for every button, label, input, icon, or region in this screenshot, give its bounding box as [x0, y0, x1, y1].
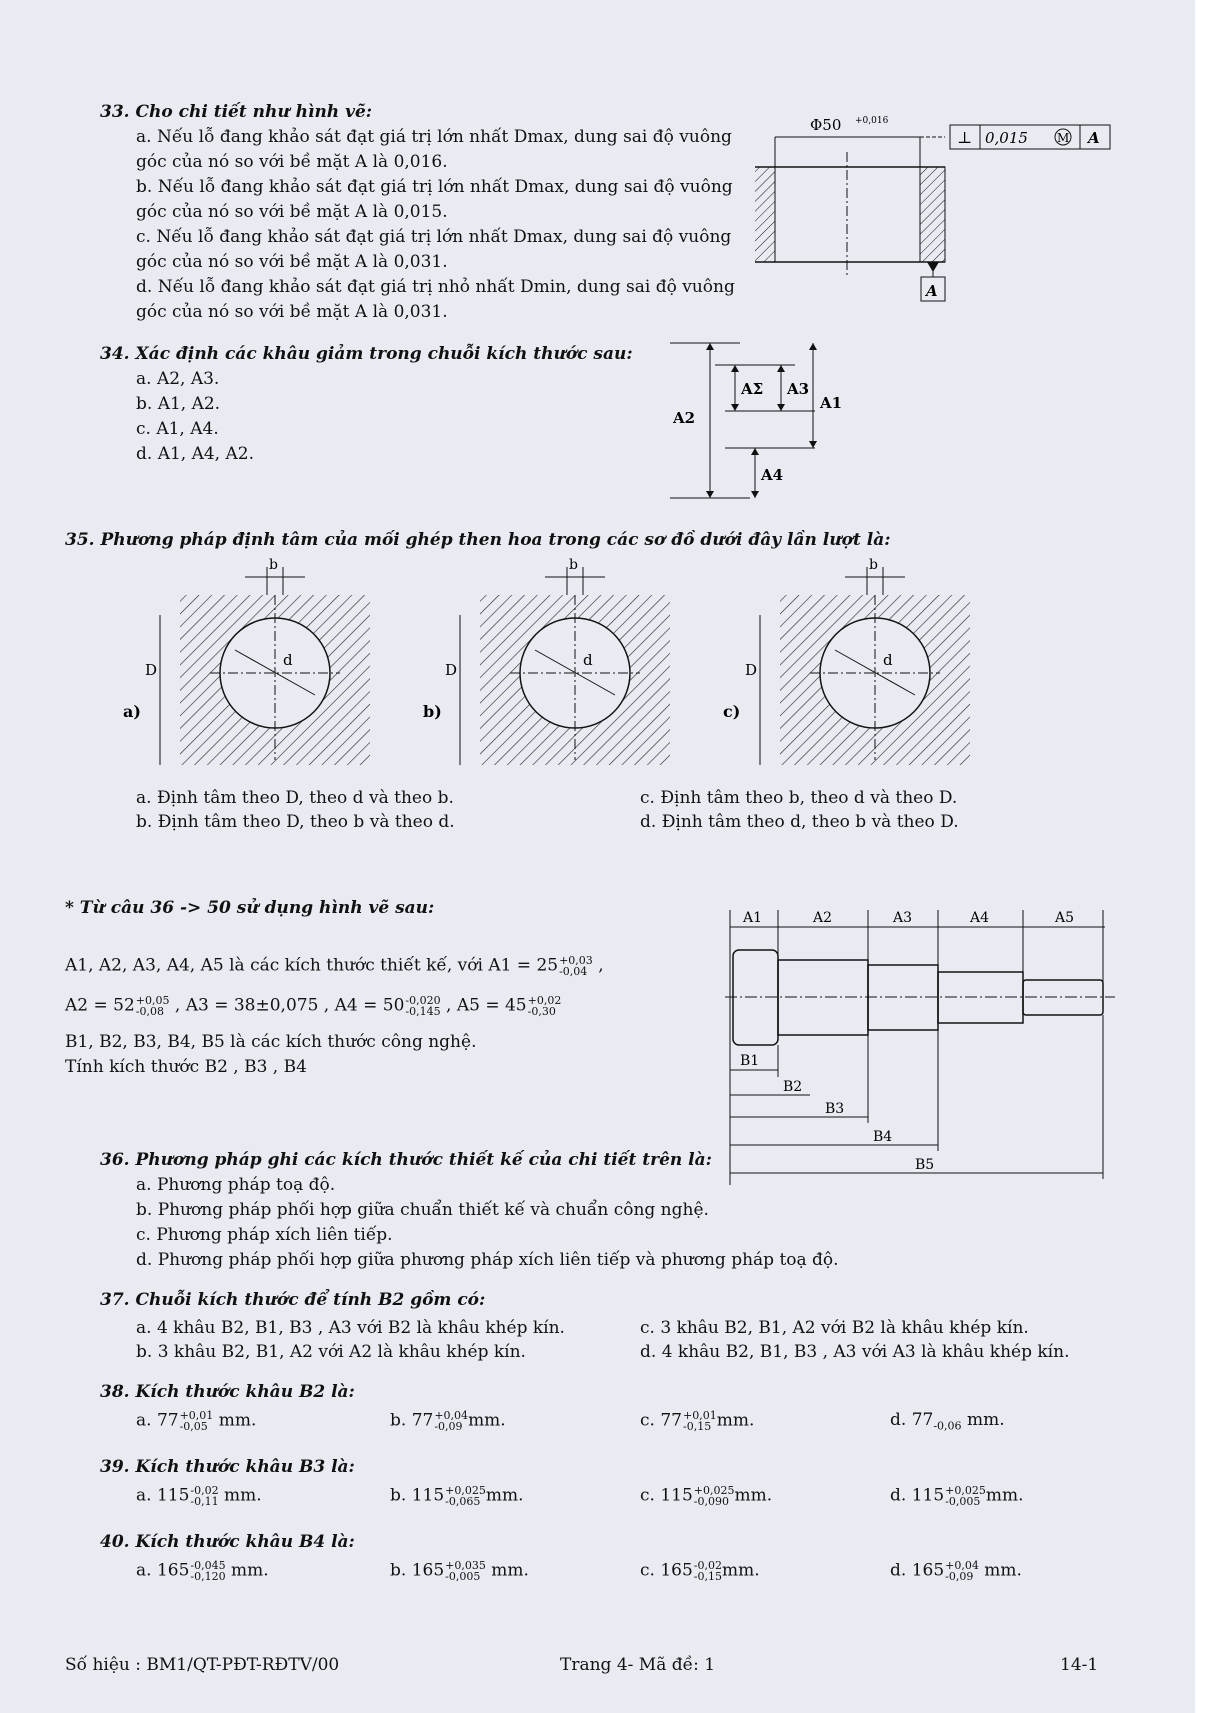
a5-text: , A5 = 45 [446, 995, 527, 1016]
opt-value: 77 [911, 1410, 934, 1430]
spline-diagram-b [423, 557, 670, 765]
opt-value: 165 [411, 1560, 445, 1581]
opt-upper: +0,025 [445, 1484, 486, 1497]
q34-label-a3: A3 [787, 380, 810, 398]
opt-value: 165 [156, 1560, 190, 1581]
shaft-label-b5: B5 [915, 1157, 935, 1173]
opt-key: c. [640, 1485, 655, 1506]
spline-label-a: a) [123, 702, 141, 721]
q34-option-c: c. A1, A4. [136, 419, 219, 439]
opt-unit: mm. [485, 1485, 524, 1506]
q34-dimension-chain-figure [665, 338, 880, 513]
question-38-title: 38. Kích thước khâu B2 là: [100, 1382, 355, 1402]
opt-upper: -0,02 [693, 1559, 723, 1572]
opt-value: 115 [911, 1485, 945, 1506]
spline-label-D: D [745, 661, 758, 679]
q33-figure [755, 112, 1115, 337]
question-35-title: 35. Phương pháp định tâm của mối ghép then hoa trong các sơ đồ dưới đây lần lượt là: [65, 530, 891, 550]
common-line-1-text: A1, A2, A3, A4, A5 là các kích thước thiết kế, với A1 = 25 [65, 955, 559, 976]
page-edge [1195, 0, 1231, 1713]
opt-upper: +0,01 [682, 1409, 717, 1422]
q40-option-d [890, 1560, 1022, 1582]
spline-label-d: d [283, 651, 293, 669]
common-line-2 [65, 995, 561, 1017]
question-37-title: 37. Chuỗi kích thước để tính B2 gồm có: [100, 1290, 486, 1310]
opt-tolerance [945, 1485, 986, 1507]
opt-key: b. [390, 1410, 407, 1431]
q37-option-d: d. 4 khâu B2, B1, B3 , A3 với A3 là khâu khép kín. [640, 1342, 1070, 1362]
opt-lower: -0,005 [445, 1570, 481, 1583]
q33-tolerance-frame [950, 125, 1110, 149]
opt-unit: mm. [231, 1560, 269, 1581]
opt-lower: -0,005 [945, 1495, 981, 1508]
opt-upper: +0,04 [945, 1559, 979, 1572]
footer-code: 14-1 [1060, 1655, 1099, 1675]
opt-lower: -0,15 [682, 1420, 712, 1433]
q37-option-b: b. 3 khâu B2, B1, A2 với A2 là khâu khép kín. [136, 1342, 526, 1362]
spline-label-d: d [883, 651, 893, 669]
question-36-title: 36. Phương pháp ghi các kích thước thiết kế của chi tiết trên là: [100, 1150, 712, 1170]
opt-upper: +0,01 [179, 1409, 214, 1422]
q33-wall-left [755, 167, 775, 262]
common-line-4: Tính kích thước B2 , B3 , B4 [65, 1057, 307, 1077]
shaft-label-b2: B2 [783, 1079, 803, 1095]
opt-tolerance [445, 1485, 486, 1507]
q37-option-a: a. 4 khâu B2, B1, B3 , A3 với B2 là khâu khép kín. [136, 1318, 565, 1338]
question-34-title: 34. Xác định các khâu giảm trong chuỗi kích thước sau: [100, 344, 633, 364]
opt-lower: -0,09 [434, 1420, 463, 1433]
question-33-title: 33. Cho chi tiết như hình vẽ: [100, 102, 373, 122]
q34-label-a2: A2 [673, 409, 696, 427]
opt-unit: mm. [716, 1410, 755, 1431]
opt-key: d. [890, 1560, 907, 1581]
a1-tolerance [559, 955, 593, 977]
question-39-title: 39. Kích thước khâu B3 là: [100, 1457, 355, 1477]
a4-tolerance [405, 995, 440, 1017]
opt-upper: +0,025 [945, 1484, 986, 1497]
question-33 [100, 100, 740, 325]
q33-option-d: d. Nếu lỗ đang khảo sát đạt giá trị nhỏ nhất Dmin, dung sai độ vuông góc của nó so với bề mặt A là 0,031. [136, 277, 735, 322]
question-34 [100, 342, 640, 467]
opt-tolerance [945, 1560, 979, 1582]
opt-key: d. [890, 1485, 907, 1506]
a2-text: A2 = 52 [65, 995, 135, 1016]
opt-upper: -0,02 [190, 1484, 219, 1497]
datum-triangle-icon [927, 262, 939, 272]
q40-option-a [136, 1560, 269, 1582]
opt-upper: +0,04 [434, 1409, 469, 1422]
a3-a4-text: , A3 = 38±0,075 , A4 = 50 [174, 995, 405, 1016]
q34-label-a1: A1 [820, 394, 843, 412]
q39-option-a [136, 1485, 262, 1507]
q37-option-c: c. 3 khâu B2, B1, A2 với B2 là khâu khép kín. [640, 1318, 1029, 1338]
shaft-label-b3: B3 [825, 1101, 845, 1117]
arrow-up-icon [706, 343, 714, 350]
opt-tolerance [180, 1410, 214, 1432]
q33-datum-label: A [926, 282, 938, 300]
shaft-label-a5: A5 [1055, 910, 1075, 926]
spline-label-D: D [445, 661, 458, 679]
opt-key: b. [390, 1485, 407, 1506]
q39-option-c [640, 1485, 772, 1507]
opt-lower: -0,065 [445, 1495, 481, 1508]
footer-page-number: Trang 4- Mã đề: 1 [560, 1655, 716, 1675]
spline-label-D: D [145, 661, 158, 679]
spline-diagram-c [723, 557, 970, 765]
q35-option-c: c. Định tâm theo b, theo d và theo D. [640, 788, 958, 808]
opt-value: 77 [156, 1410, 179, 1431]
q35-spline-figures [120, 555, 1040, 785]
shaft-label-b4: B4 [873, 1129, 893, 1145]
opt-unit: mm. [218, 1410, 257, 1431]
q33-tol-value: 0,015 [985, 129, 1028, 147]
opt-tolerance [683, 1410, 717, 1432]
q33-dim-tol: +0,016 [855, 116, 889, 126]
spline-label-b: b [569, 557, 578, 573]
q38-option-a [136, 1410, 256, 1432]
q36-option-b: b. Phương pháp phối hợp giữa chuẩn thiết kế và chuẩn công nghệ. [136, 1200, 709, 1220]
common-line-3: B1, B2, B3, B4, B5 là các kích thước công nghệ. [65, 1032, 477, 1052]
opt-lower: -0,120 [190, 1570, 226, 1583]
opt-value: 115 [660, 1485, 693, 1506]
arrow-down-icon [777, 404, 785, 411]
opt-value: 115 [411, 1485, 445, 1506]
opt-tolerance [190, 1560, 225, 1582]
shaft-label-a2: A2 [813, 910, 833, 926]
opt-lower: -0,06 [933, 1419, 962, 1433]
q38-option-c [640, 1410, 754, 1432]
spline-diagram-a [123, 557, 370, 765]
q40-option-b [390, 1560, 529, 1582]
opt-value: 165 [660, 1560, 693, 1581]
arrow-up-icon [809, 343, 817, 350]
arrow-down-icon [809, 441, 817, 448]
q40-option-c [640, 1560, 760, 1582]
opt-tolerance [694, 1485, 735, 1507]
q33-wall-right [920, 167, 945, 262]
a2-lower: -0,08 [135, 1005, 164, 1018]
arrow-up-icon [777, 365, 785, 372]
arrow-down-icon [731, 404, 739, 411]
opt-key: b. [390, 1560, 407, 1581]
opt-unit: mm. [734, 1485, 773, 1506]
opt-tolerance [434, 1410, 468, 1432]
opt-key: d. [890, 1410, 907, 1430]
opt-unit: mm. [966, 1410, 1005, 1430]
perpendicularity-icon: ⊥ [957, 128, 973, 147]
a5-tolerance [528, 995, 562, 1017]
q33-option-c: c. Nếu lỗ đang khảo sát đạt giá trị lớn nhất Dmax, dung sai độ vuông góc của nó so với bề mặt A là 0,031. [136, 227, 732, 272]
question-36 [100, 1148, 860, 1273]
opt-tolerance [190, 1485, 218, 1507]
opt-tolerance [445, 1560, 486, 1582]
a4-upper: -0,020 [405, 994, 441, 1007]
opt-value: 115 [156, 1485, 190, 1506]
spline-label-b: b [869, 557, 878, 573]
spline-label-b-fig: b) [423, 702, 442, 721]
opt-key: a. [136, 1485, 152, 1506]
q39-option-b [390, 1485, 524, 1507]
opt-tolerance [694, 1560, 722, 1582]
opt-upper: +0,025 [693, 1484, 735, 1497]
opt-lower: -0,05 [179, 1420, 208, 1433]
question-40-title: 40. Kích thước khâu B4 là: [100, 1532, 355, 1552]
q36-option-c: c. Phương pháp xích liên tiếp. [136, 1225, 393, 1245]
opt-key: c. [640, 1410, 655, 1431]
opt-unit: mm. [468, 1410, 506, 1431]
arrow-up-icon [731, 365, 739, 372]
q36-option-d: d. Phương pháp phối hợp giữa phương pháp xích liên tiếp và phương pháp toạ độ. [136, 1250, 839, 1270]
q35-option-d: d. Định tâm theo d, theo b và theo D. [640, 812, 959, 832]
opt-unit: mm. [985, 1485, 1024, 1506]
q34-option-d: d. A1, A4, A2. [136, 444, 254, 464]
common-heading: * Từ câu 36 -> 50 sử dụng hình vẽ sau: [65, 898, 435, 918]
opt-lower: -0,11 [190, 1495, 219, 1508]
arrow-down-icon [706, 491, 714, 498]
opt-upper: +0,035 [445, 1559, 486, 1572]
opt-lower: -0,090 [693, 1495, 730, 1508]
q33-option-b: b. Nếu lỗ đang khảo sát đạt giá trị lớn nhất Dmax, dung sai độ vuông góc của nó so với bề mặt A là 0,015. [136, 177, 733, 222]
opt-unit: mm. [224, 1485, 262, 1506]
opt-unit: mm. [491, 1560, 529, 1581]
opt-key: a. [136, 1560, 152, 1581]
spline-label-b: b [269, 557, 278, 573]
arrow-up-icon [751, 448, 759, 455]
q35-option-b: b. Định tâm theo D, theo b và theo d. [136, 812, 455, 832]
q38-option-b [390, 1410, 506, 1432]
shaft-label-a3: A3 [893, 910, 913, 926]
a4-lower: -0,145 [405, 1005, 441, 1018]
opt-unit: mm. [722, 1560, 760, 1581]
opt-upper: -0,045 [190, 1559, 226, 1572]
opt-lower: -0,15 [693, 1570, 723, 1583]
footer-doc-code: Số hiệu : BM1/QT-PĐT-RĐTV/00 [65, 1655, 340, 1675]
q33-datum-ref: A [1088, 129, 1100, 147]
a1-lower: -0,04 [559, 965, 588, 978]
opt-unit: mm. [984, 1560, 1022, 1581]
opt-key: c. [640, 1560, 655, 1581]
a2-upper: +0,05 [135, 994, 170, 1007]
q33-dim-label: Φ50 [810, 116, 842, 134]
opt-key: a. [136, 1410, 152, 1431]
q38-option-d [890, 1410, 1005, 1432]
opt-value: 77 [660, 1410, 682, 1431]
q34-option-a: a. A2, A3. [136, 369, 220, 389]
q39-option-d [890, 1485, 1024, 1507]
a5-lower: -0,30 [527, 1005, 556, 1018]
shaft-label-a1: A1 [743, 910, 763, 926]
q34-option-b: b. A1, A2. [136, 394, 221, 414]
q34-label-a4: A4 [761, 466, 784, 484]
common-line-1: A1, A2, A3, A4, A5 là các kích thước thiết kế, với A1 = 25 +0,03 -0,04 , [65, 954, 604, 978]
a2-tolerance [136, 995, 170, 1017]
a1-upper: +0,03 [559, 954, 593, 967]
shaft-label-a4: A4 [970, 910, 990, 926]
opt-value: 165 [911, 1560, 945, 1581]
spline-label-c: c) [723, 702, 741, 721]
a5-upper: +0,02 [527, 994, 562, 1007]
opt-lower: -0,09 [945, 1570, 974, 1583]
q36-option-a: a. Phương pháp toạ độ. [136, 1175, 336, 1195]
q33-mod: M [1057, 131, 1070, 145]
q33-option-a: a. Nếu lỗ đang khảo sát đạt giá trị lớn nhất Dmax, dung sai độ vuông góc của nó so với bề mặt A là 0,016. [136, 127, 732, 172]
shaft-label-b1: B1 [740, 1053, 760, 1069]
opt-value: 77 [411, 1410, 434, 1431]
q34-label-asigma: AΣ [741, 380, 764, 398]
spline-label-d: d [583, 651, 593, 669]
q35-option-a: a. Định tâm theo D, theo d và theo b. [136, 788, 454, 808]
arrow-down-icon [751, 491, 759, 498]
